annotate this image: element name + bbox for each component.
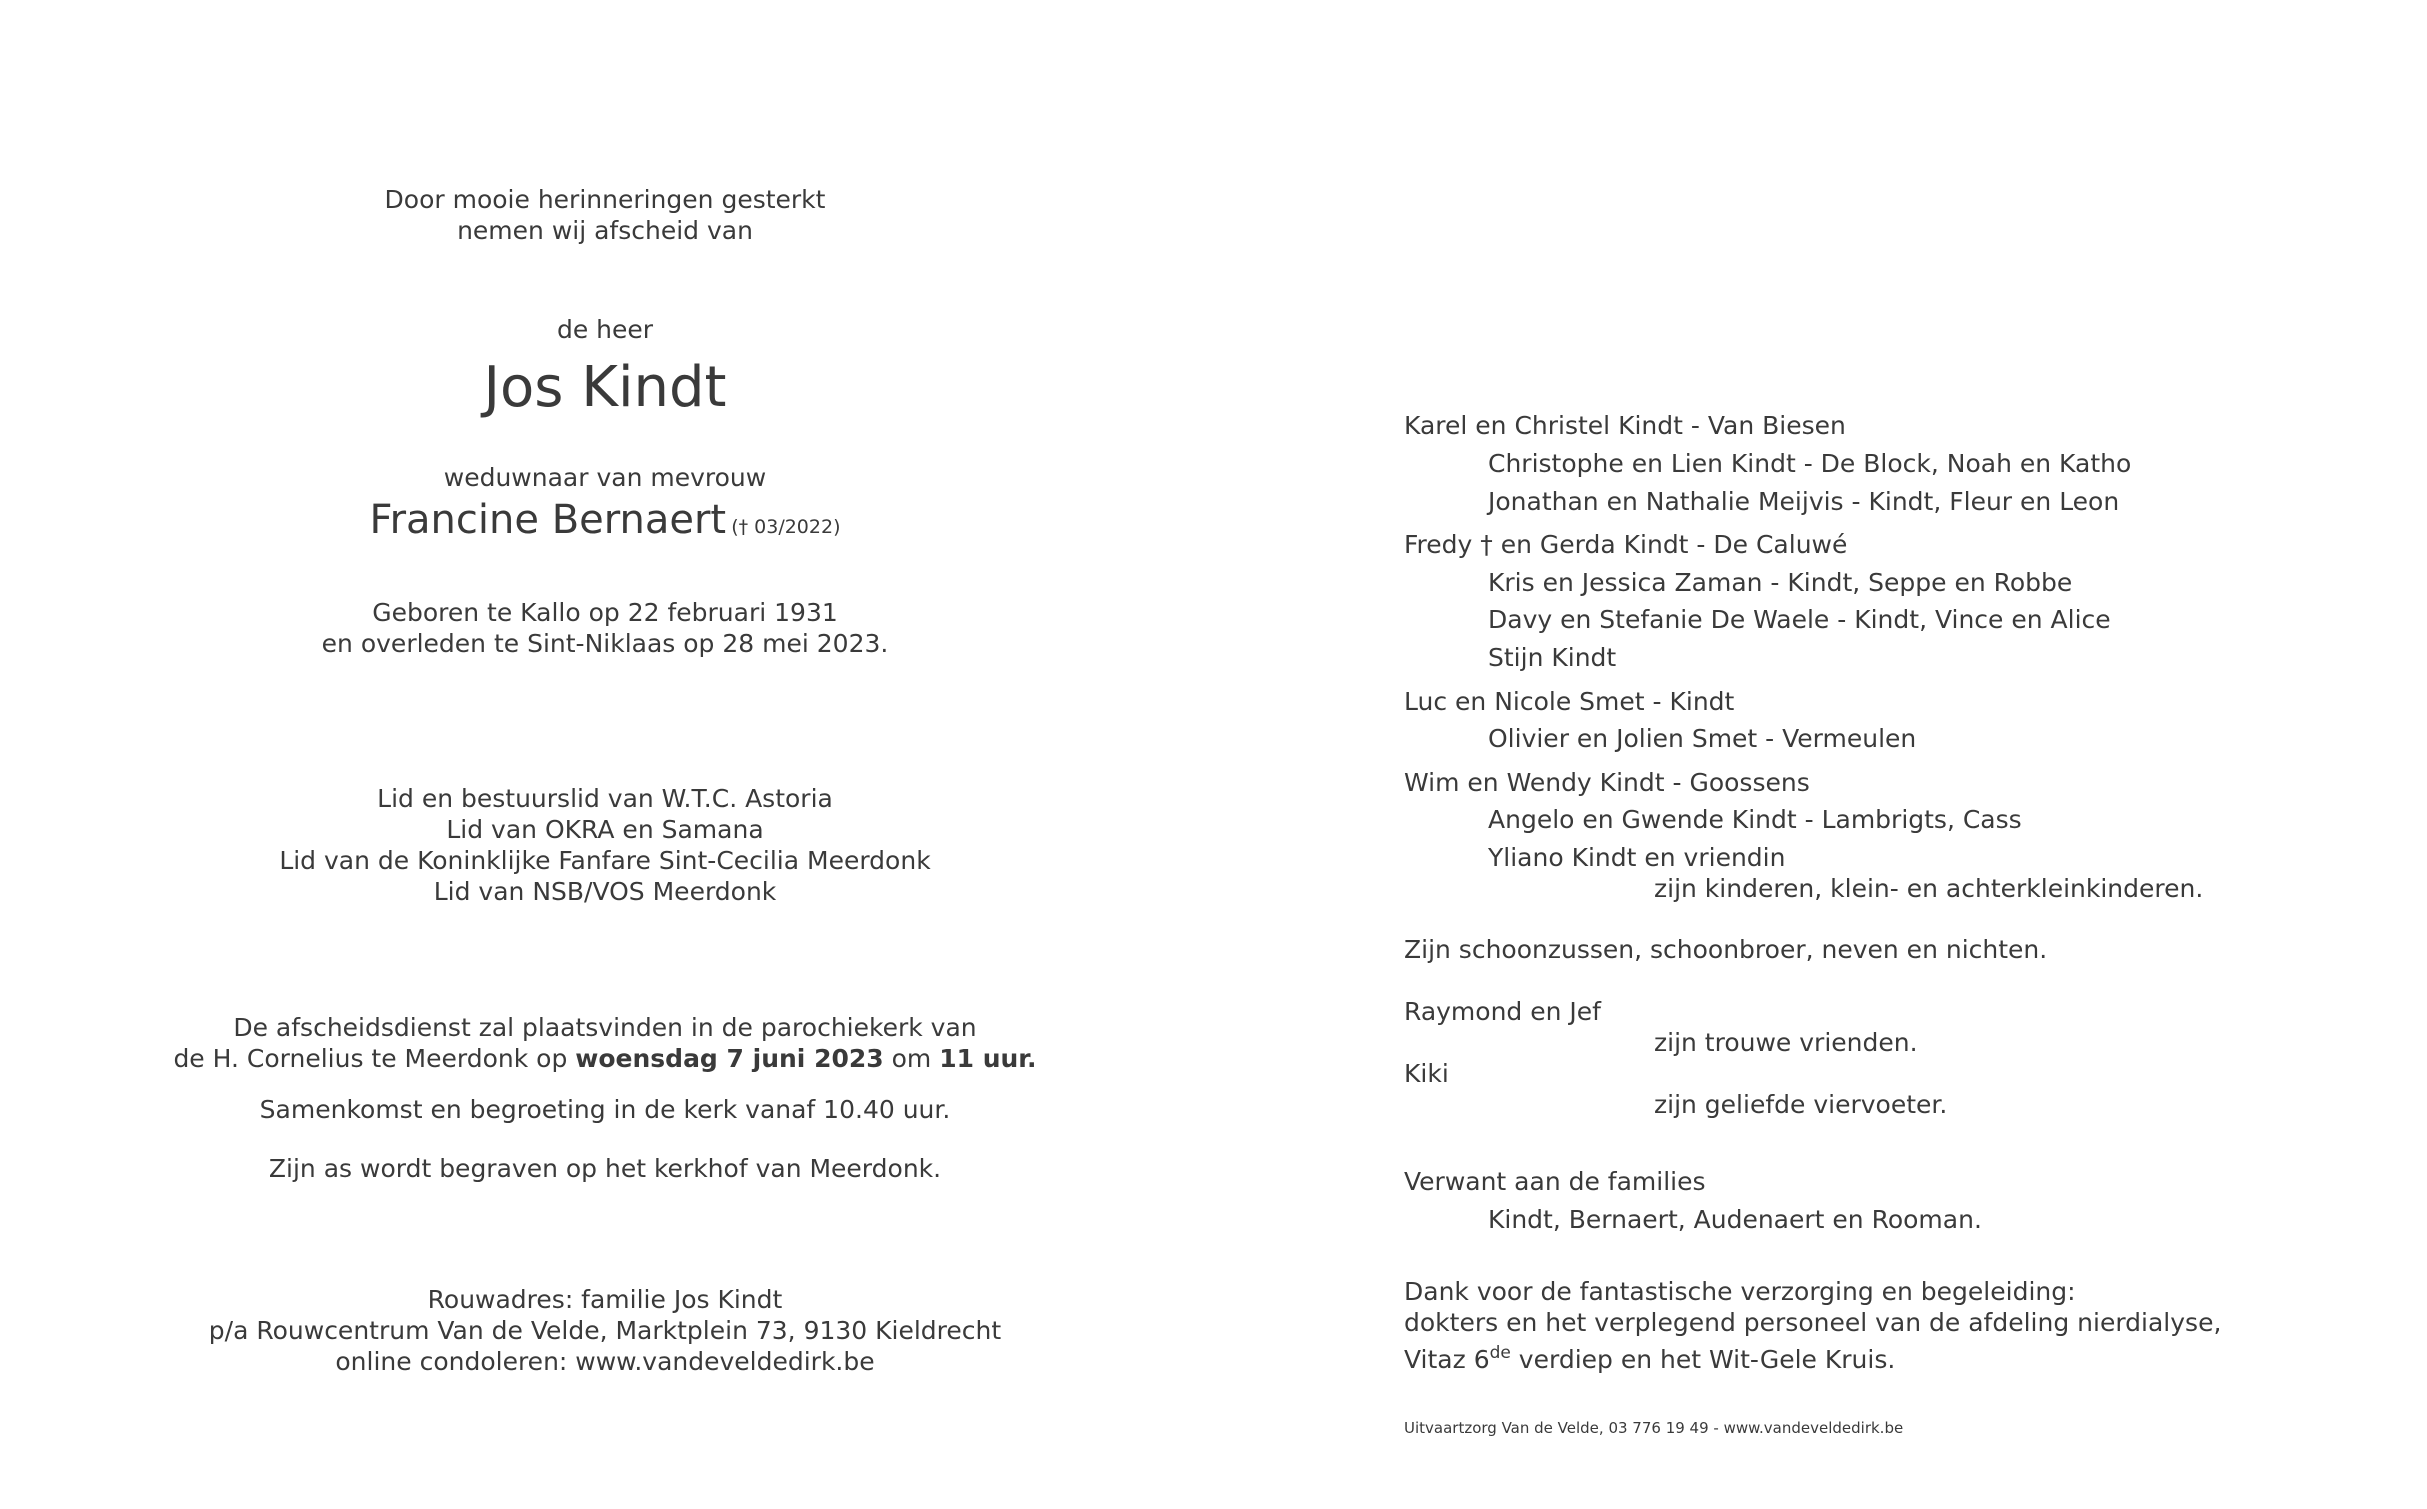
service-line-2	[110, 1043, 1100, 1074]
birth-line: Geboren te Kallo op 22 februari 1931	[372, 598, 838, 627]
intro-line-1: Door mooie herinneringen gesterkt	[384, 185, 826, 214]
pet-caption: zijn geliefde viervoeter.	[1654, 1090, 1948, 1119]
funeral-center-address: p/a Rouwcentrum Van de Velde, Marktplein 73, 9130 Kieldrecht	[208, 1316, 1002, 1345]
thanks-line: Dank voor de fantastische verzorging en begeleiding:	[1404, 1277, 2076, 1306]
membership-item: Lid van OKRA en Samana	[446, 815, 764, 844]
thanks-line	[1404, 1338, 1895, 1375]
family-line: Fredy † en Gerda Kindt - De Caluwé	[1404, 530, 1848, 559]
membership-item: Lid van NSB/VOS Meerdonk	[433, 877, 777, 906]
friends-line: Raymond en Jef	[1404, 997, 1601, 1026]
wife-death-date: († 03/2022)	[731, 516, 841, 538]
widower-label: weduwnaar van mevrouw	[443, 463, 767, 492]
death-line: en overleden te Sint-Niklaas op 28 mei 2023.	[321, 629, 889, 658]
funeral-home-footer: Uitvaartzorg Van de Velde, 03 776 19 49 - www.vandeveldedirk.be	[1404, 1419, 1904, 1437]
family-line: Christophe en Lien Kindt - De Block, Noah en Katho	[1488, 449, 2132, 478]
address-block	[110, 1284, 1100, 1377]
family-panel	[1404, 0, 2344, 1509]
wife-line	[110, 496, 1100, 544]
family-line: Luc en Nicole Smet - Kindt	[1404, 687, 1735, 716]
membership-item: Lid en bestuurslid van W.T.C. Astoria	[377, 784, 833, 813]
family-line: Davy en Stefanie De Waele - Kindt, Vince en Alice	[1488, 605, 2111, 634]
intro-text	[110, 184, 1100, 246]
family-line: Wim en Wendy Kindt - Goossens	[1404, 768, 1810, 797]
thanks-line: dokters en het verplegend personeel van de afdeling nierdialyse,	[1404, 1308, 2222, 1337]
service-place: de H. Cornelius te Meerdonk op	[173, 1044, 576, 1073]
related-label: Verwant aan de families	[1404, 1167, 1706, 1196]
family-line: Olivier en Jolien Smet - Vermeulen	[1488, 724, 1917, 753]
service-at: om	[883, 1044, 940, 1073]
title-label: de heer	[556, 315, 654, 344]
online-condolence: online condoleren: www.vandeveldedirk.be	[335, 1347, 875, 1376]
intro-line-2: nemen wij afscheid van	[457, 216, 753, 245]
burial-info: Zijn as wordt begraven op het kerkhof van Meerdonk.	[268, 1154, 942, 1183]
gathering-info: Samenkomst en begroeting in de kerk vanaf 10.40 uur.	[259, 1095, 951, 1124]
deceased-name: Jos Kindt	[483, 355, 727, 420]
service-info	[110, 1012, 1100, 1074]
related-families: Kindt, Bernaert, Audenaert en Rooman.	[1488, 1205, 1982, 1234]
ordinal-suffix: de	[1489, 1343, 1511, 1363]
thanks-floor: Vitaz 6	[1404, 1345, 1490, 1374]
in-laws-line: Zijn schoonzussen, schoonbroer, neven en nichten.	[1404, 935, 2048, 964]
service-date: woensdag 7 juni 2023	[575, 1044, 884, 1073]
family-line: Angelo en Gwende Kindt - Lambrigts, Cass	[1488, 805, 2022, 834]
family-line: Jonathan en Nathalie Meijvis - Kindt, Fleur en Leon	[1488, 487, 2120, 516]
family-line: Kris en Jessica Zaman - Kindt, Seppe en Robbe	[1488, 568, 2073, 597]
wife-name: Francine Bernaert	[369, 497, 727, 543]
thanks-rest: verdiep en het Wit-Gele Kruis.	[1510, 1345, 1896, 1374]
membership-item: Lid van de Koninklijke Fanfare Sint-Cecilia Meerdonk	[279, 846, 931, 875]
mourning-address: Rouwadres: familie Jos Kindt	[427, 1285, 783, 1314]
life-dates	[110, 597, 1100, 659]
children-caption: zijn kinderen, klein- en achterkleinkinderen.	[1654, 874, 2204, 903]
service-time: 11 uur.	[939, 1044, 1037, 1073]
pet-line: Kiki	[1404, 1059, 1449, 1088]
family-line: Stijn Kindt	[1488, 643, 1617, 672]
memberships	[110, 783, 1100, 907]
service-line-1: De afscheidsdienst zal plaatsvinden in de parochiekerk van	[233, 1013, 977, 1042]
friends-caption: zijn trouwe vrienden.	[1654, 1028, 1918, 1057]
family-line: Karel en Christel Kindt - Van Biesen	[1404, 411, 1846, 440]
family-line: Yliano Kindt en vriendin	[1488, 843, 1786, 872]
